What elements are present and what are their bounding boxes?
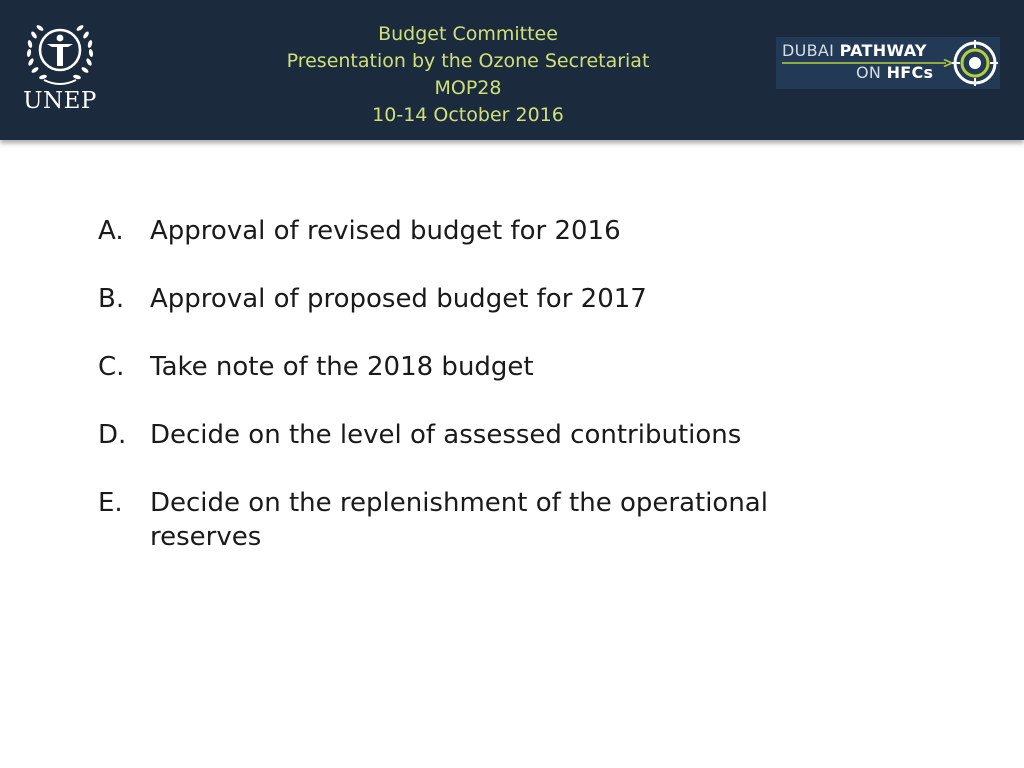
- header-title: [218, 21, 718, 129]
- agenda-item-text: Approval of revised budget for 2016: [150, 216, 621, 246]
- dubai-logo-line-2-prefix: ON: [856, 63, 887, 82]
- agenda-item-text: Take note of the 2018 budget: [150, 352, 534, 382]
- agenda-list: [98, 214, 918, 588]
- unep-logo-text: UNEP: [23, 88, 97, 114]
- agenda-item-text: Approval of proposed budget for 2017: [150, 284, 647, 314]
- agenda-item-marker: B.: [98, 284, 125, 314]
- header-title-line-3: MOP28: [434, 77, 502, 99]
- agenda-item-marker: C.: [98, 352, 125, 382]
- agenda-item-text: Decide on the replenishment of the operational reserves: [150, 488, 768, 552]
- agenda-item-marker: D.: [98, 420, 127, 450]
- header-title-line-2: Presentation by the Ozone Secretariat: [286, 50, 650, 72]
- dubai-logo-line-1-strong: PATHWAY: [839, 41, 927, 60]
- unep-logo: [14, 18, 106, 122]
- agenda-item-e: [98, 486, 918, 554]
- agenda-item-a: [98, 214, 918, 248]
- agenda-item-text: Decide on the level of assessed contributions: [150, 420, 742, 450]
- slide-header: [0, 0, 1024, 140]
- agenda-item-c: [98, 350, 918, 384]
- agenda-item-marker: E.: [98, 488, 123, 518]
- header-title-line-4: 10-14 October 2016: [372, 104, 564, 126]
- target-icon: [952, 40, 998, 86]
- dubai-logo-line-1-prefix: DUBAI: [782, 41, 840, 60]
- dubai-pathway-logo: [776, 37, 1000, 89]
- agenda-item-b: [98, 282, 918, 316]
- dubai-logo-line-2: [856, 63, 933, 82]
- agenda-item-marker: A.: [98, 216, 124, 246]
- unep-emblem-icon: [22, 18, 98, 90]
- header-title-line-1: Budget Committee: [378, 23, 558, 45]
- dubai-logo-line-2-strong: HFCs: [886, 63, 934, 82]
- dubai-logo-line-1: [782, 41, 927, 60]
- agenda-item-d: [98, 418, 918, 452]
